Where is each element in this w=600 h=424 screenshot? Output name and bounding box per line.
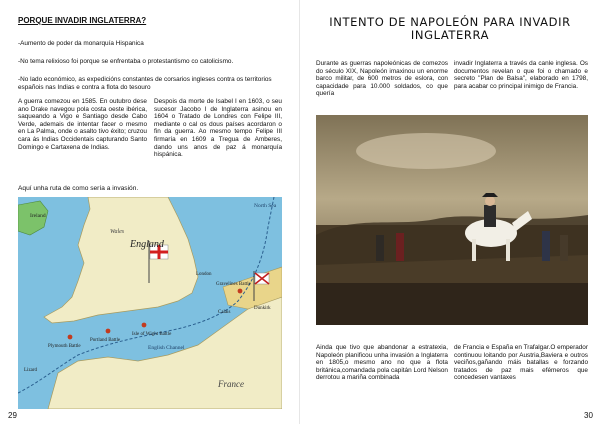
page-number-right: 30 [584, 411, 593, 420]
page-title: INTENTO DE NAPOLEÓN PARA INVADIR INGLATERRA [329, 15, 571, 42]
label-north-sea: North Sea [254, 203, 277, 209]
paragraph-napoleon-intro: Durante as guerras napoleónicas de comezos do século XIX, Napoleón imaxinou un enorme barco militar, de 600 metros de eslora, con capacidade para 10.000 soldados, co que quería [316, 60, 448, 98]
section-heading: PORQUE INVADIR INGLATERRA? [18, 16, 147, 25]
label-wight: Isle of Wight Battle [132, 332, 172, 337]
label-wales: Wales [110, 229, 125, 235]
paragraph-napoleon-trafalgar: Ainda que tivo que abandonar a estratexia, Napoleón planificou unha invasión a Inglaterra en 1805,o mesmo ano no que a flota británica,comandada pola capitán Lord Nelson derrotou a mariña combinada [316, 344, 448, 382]
bullet-power: -Aumento de poder da monarquía Hispanica [18, 40, 144, 47]
portland-battle-marker [106, 329, 111, 334]
gravelines-battle-marker [238, 289, 243, 294]
label-dunkirk: Dunkirk [254, 306, 271, 311]
paragraph-napoleon-campaigns: de Francia e España en Trafalgar.O emperador continuou loitando por Austria,Baviera e outros veciños,gañando máis batallas e forzando tratados de paz mais efémeros que concedesen vantaxes [454, 344, 588, 382]
napoleon-battle-painting [316, 115, 588, 325]
label-lizard: Lizard [24, 368, 38, 373]
label-portland: Portland Battle [90, 338, 121, 343]
label-france: France [218, 379, 244, 389]
label-english-channel: English Channel [148, 345, 185, 351]
painting-foreground [316, 283, 588, 325]
wight-battle-marker [142, 323, 147, 328]
bullet-economy: -No lado económico, as expedicións constantes de corsarios ingleses contra os territorios españois nas Indias e contra a flota do tesouro [18, 76, 272, 91]
label-ireland: Ireland [30, 213, 46, 219]
label-london: London [196, 272, 212, 277]
label-calais: Calais [218, 310, 231, 315]
paragraph-napoleon-plan: invadir Inglaterra a través da canle inglesa. Os documentos revelan o que foi o chamado e secreto "Plan de Balsa", elaborado en 1798, para acabar co principal inimigo de Francia. [454, 60, 588, 90]
page-number-left: 29 [8, 411, 17, 420]
paragraph-war-start: A guerra comezou en 1585. En outubro dese ano Drake navegou pola costa oeste ibérica, saqueando a Vigo e Santiago desde Cabo Verde, ademais de intentar facer o mesmo en La Palma, onde o asalto tivo éxito; cruzou cara ás Indias Occidentais capturando Santo Domingo e Cartaxena de Indias. [18, 98, 147, 151]
label-england: England [130, 239, 164, 250]
map-caption: Aquí unha ruta de como sería a invasión. [18, 185, 139, 192]
bullet-religion: -No tema relixioso foi porque se enfrentaba o protestantismo co catolicismo. [18, 58, 234, 65]
label-gravelines: Gravelines Battle [216, 282, 251, 287]
paragraph-war-end: Despois da morte de Isabel I en 1603, o seu sucesor Jacobo I de Inglaterra asinou en 1604 o Tratado de Londres con Felipe III, mediante o cal os dous países acordaron o fin da guerra. Ao mesmo tempo Felipe III firmaría en 1609 a Tregua de Amberes, dando uns anos de paz á monarquía hispánica. [154, 98, 282, 159]
plymouth-battle-marker [68, 335, 73, 340]
label-plymouth: Plymouth Battle [48, 344, 81, 349]
armada-route-map [18, 197, 282, 409]
painting-cloud [356, 133, 496, 169]
